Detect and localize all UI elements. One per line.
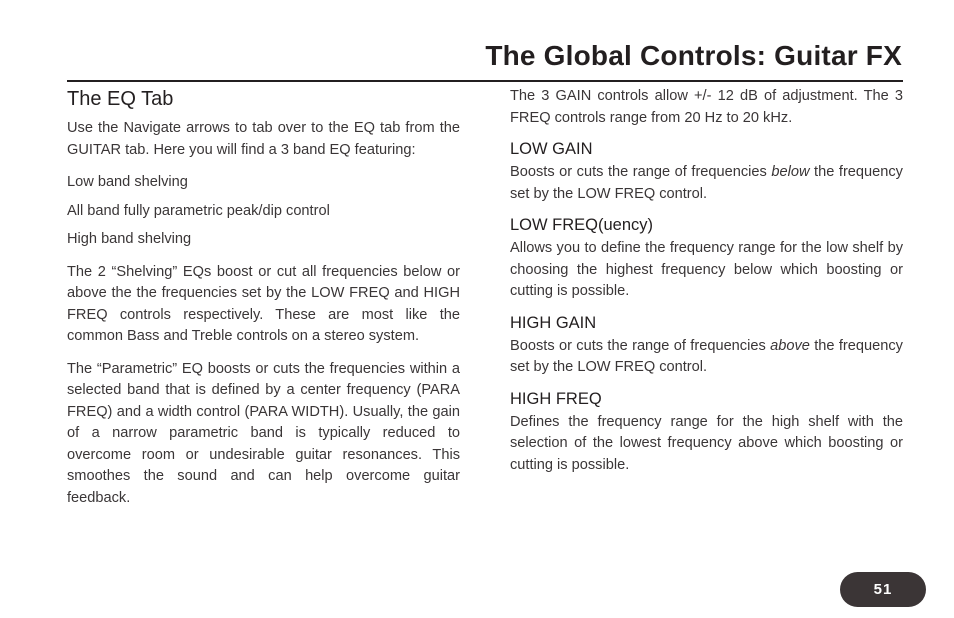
high-gain-paragraph [510, 336, 903, 379]
title-divider [67, 80, 903, 82]
high-gain-emphasis: above [770, 337, 810, 354]
low-freq-heading: LOW FREQ(uency) [510, 216, 654, 234]
low-freq-paragraph: Allows you to define the frequency range for the low shelf by choosing the highest frequency below which boosting or cutting is possible. [510, 240, 903, 299]
page-title: The Global Controls: Guitar FX [485, 40, 902, 71]
low-gain-emphasis: below [771, 164, 810, 180]
band-item-mid: All band fully parametric peak/dip control [67, 202, 330, 219]
left-column [67, 88, 460, 520]
high-freq-heading: HIGH FREQ [510, 389, 602, 408]
low-gain-heading: LOW GAIN [510, 140, 593, 158]
parametric-paragraph: The “Parametric” EQ boosts or cuts the frequencies within a selected band that is defined by a center frequency (PARA FREQ) and a width control (PARA WIDTH). Usually, the gain of a narrow parametric band is typically reduced to overcome room or undesirable guitar resonances. This smoothes the sound and can help overcome guitar feedback. [67, 360, 460, 506]
high-gain-text-after: the frequency set by the LOW FREQ control. [510, 337, 903, 375]
low-gain-paragraph [510, 162, 903, 205]
intro-paragraph: Use the Navigate arrows to tab over to the EQ tab from the GUITAR tab. Here you will find a 3 band EQ featuring: [67, 120, 460, 158]
high-freq-paragraph: Defines the frequency range for the high shelf with the selection of the lowest frequency above which boosting or cutting is possible. [510, 413, 903, 473]
high-gain-heading: HIGH GAIN [510, 313, 597, 332]
low-gain-text-after: the frequency set by the LOW FREQ control. [510, 164, 903, 202]
right-column [510, 86, 903, 487]
band-item-high: High band shelving [67, 231, 192, 247]
shelving-paragraph: The 2 “Shelving” EQs boost or cut all frequencies below or above the the frequencies set by the LOW FREQ and HIGH FREQ controls respectively. These are most like the common Bass and Treble controls on a stereo system. [67, 263, 460, 344]
section-heading: The EQ Tab [67, 88, 174, 110]
low-gain-text-before: Boosts or cuts the range of frequencies [510, 164, 772, 180]
band-item-low: Low band shelving [67, 174, 188, 190]
page-number-badge [840, 572, 926, 607]
high-gain-text-before: Boosts or cuts the range of frequencies [510, 337, 771, 354]
gain-paragraph: The 3 GAIN controls allow +/- 12 dB of adjustment. The 3 FREQ controls range from 20 Hz to 20 kHz. [510, 88, 903, 126]
page-number: 51 [873, 581, 893, 598]
